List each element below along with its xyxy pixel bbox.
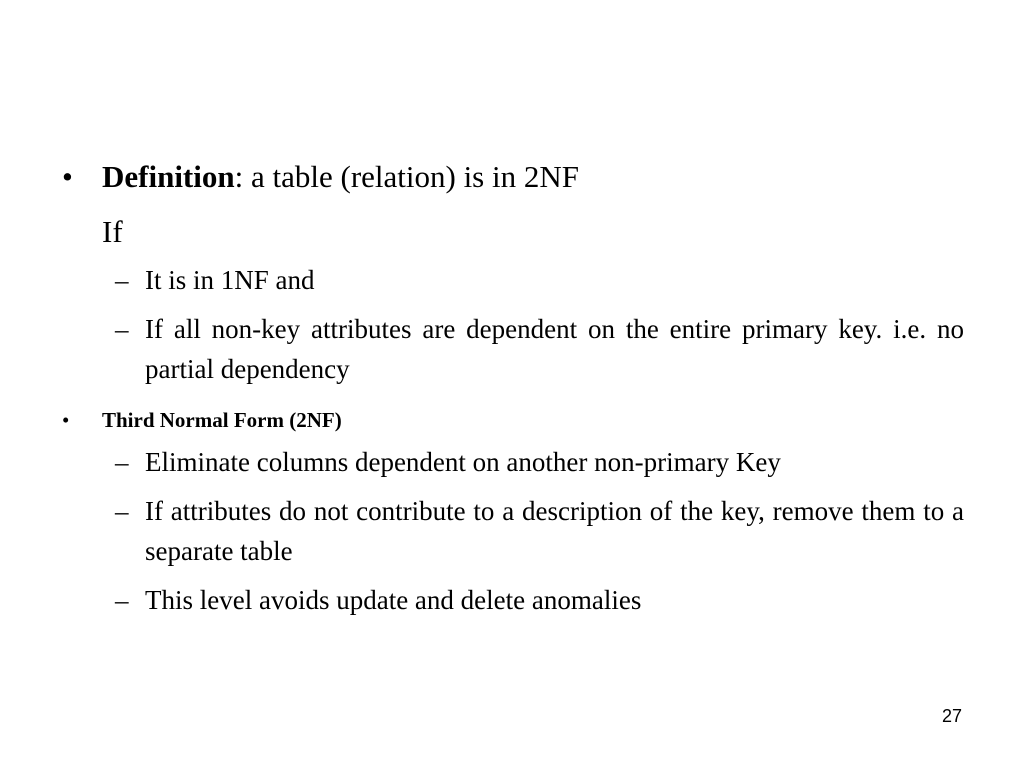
- sub-item-text: This level avoids update and delete anomalies: [145, 585, 642, 615]
- dash-icon: –: [115, 585, 129, 615]
- sub-item: [60, 442, 964, 482]
- third-normal-form-sub-list: [60, 442, 964, 620]
- sub-item-text: It is in 1NF and: [145, 265, 315, 295]
- slide-content: [60, 150, 964, 629]
- bullet-icon: •: [62, 159, 73, 194]
- sub-item-text: If attributes do not contribute to a description of the key, remove them to a separate table: [145, 496, 964, 566]
- sub-item-text: If all non-key attributes are dependent on the entire primary key. i.e. no partial dependency: [145, 314, 964, 384]
- bullet-definition: [60, 150, 964, 204]
- third-normal-form-heading: Third Normal Form (2NF): [102, 408, 342, 432]
- sub-item: [60, 491, 964, 571]
- sub-item: [60, 580, 964, 620]
- dash-icon: –: [115, 265, 129, 295]
- definition-text: : a table (relation) is in 2NF: [234, 159, 579, 194]
- dash-icon: –: [115, 496, 129, 526]
- bullet-icon: •: [62, 408, 70, 432]
- sub-item: [60, 260, 964, 300]
- dash-icon: –: [115, 447, 129, 477]
- dash-icon: –: [115, 314, 129, 344]
- bullet-third-normal-form: [60, 398, 964, 442]
- sub-item-text: Eliminate columns dependent on another non-primary Key: [145, 447, 781, 477]
- sub-item: [60, 309, 964, 389]
- definition-label: Definition: [102, 159, 235, 194]
- page-number: 27: [941, 706, 962, 726]
- definition-continuation: If: [102, 214, 123, 249]
- definition-sub-list: [60, 260, 964, 389]
